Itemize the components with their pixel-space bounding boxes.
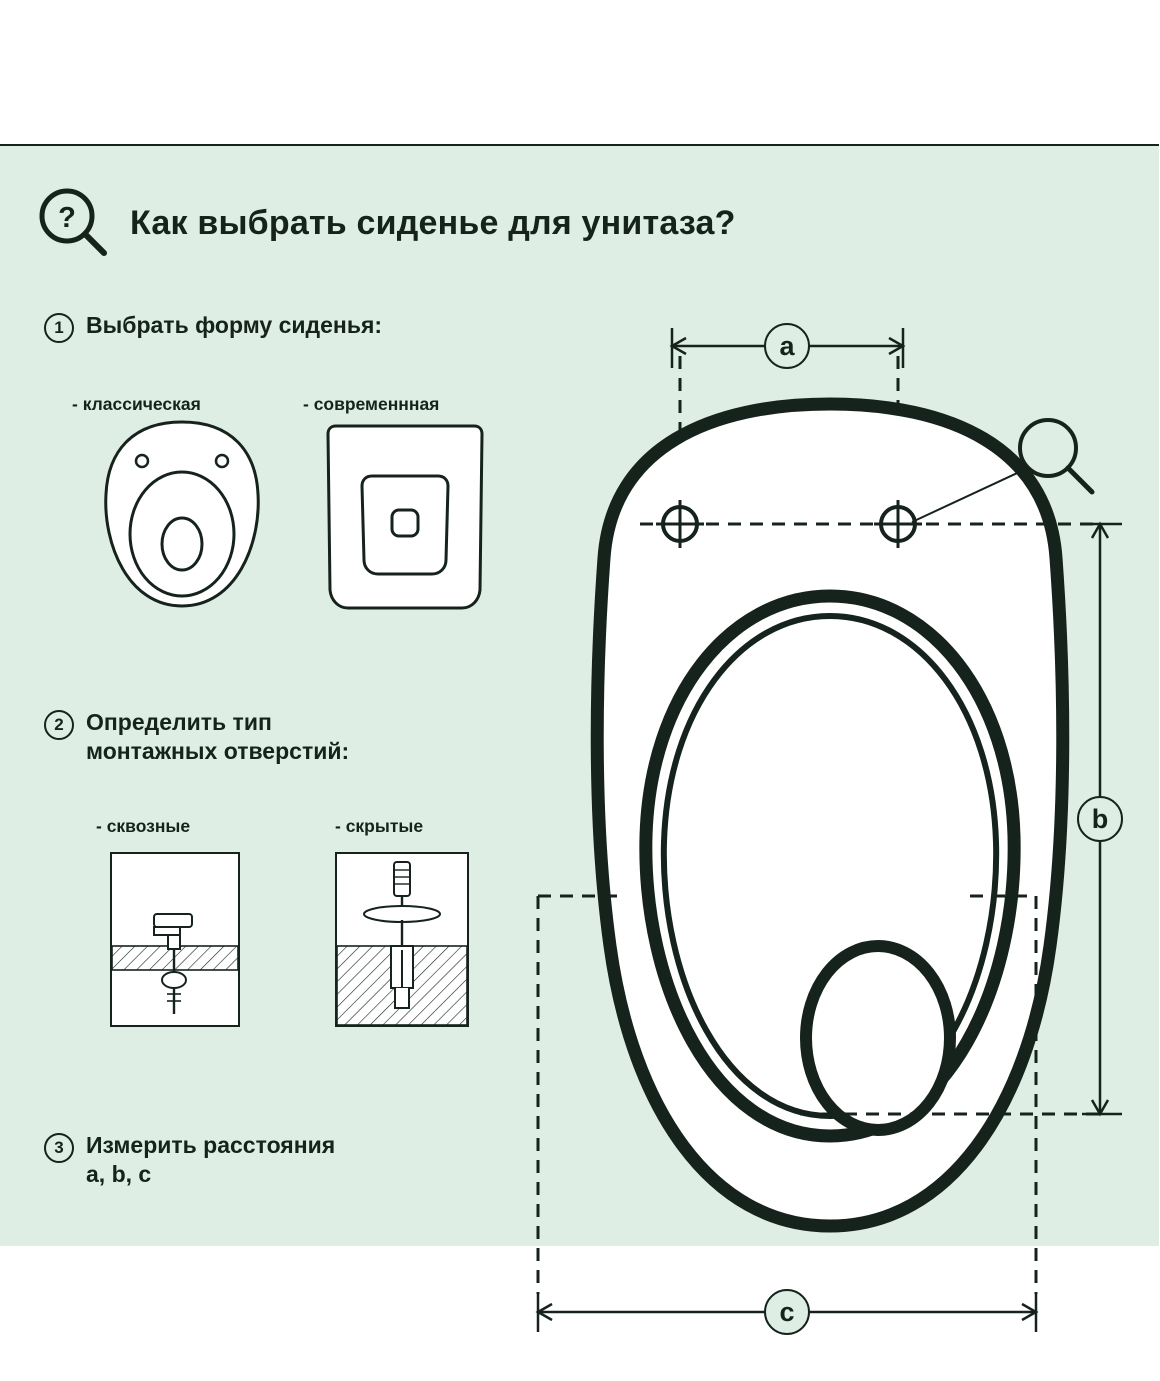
option-modern-label: - современнная: [303, 394, 440, 414]
step-3-number: 3: [44, 1133, 74, 1163]
step-1-number: 1: [44, 313, 74, 343]
dimension-letter-c: c: [764, 1289, 810, 1335]
step-2-number: 2: [44, 710, 74, 740]
dimension-letter-b: b: [1077, 796, 1123, 842]
step-2: [44, 708, 349, 767]
through-hole-mount-icon: [110, 852, 240, 1027]
step-3-label-line1: Измерить расстояния: [86, 1132, 336, 1158]
option-through-label: - сквозные: [96, 816, 191, 836]
svg-text:?: ?: [58, 202, 76, 234]
step-1-label: Выбрать форму сиденья:: [86, 312, 383, 338]
hidden-hole-mount-icon: [335, 852, 469, 1027]
step-2-label-line1: Определить тип: [86, 709, 272, 735]
step-2-label-line2: монтажных отверстий:: [86, 738, 350, 765]
modern-seat-shape-icon: [320, 418, 490, 623]
toilet-seat-measurement-diagram: [500, 296, 1160, 1381]
page-title-row: [36, 186, 736, 260]
step-3: [44, 1131, 335, 1190]
classic-seat-shape-icon: [92, 416, 272, 621]
option-hidden-label: - скрытые: [335, 816, 424, 836]
content-area: [0, 146, 1159, 1327]
page-title: Как выбрать сиденье для унитаза?: [130, 203, 736, 242]
dimension-letter-a: a: [764, 323, 810, 369]
step-3-label-line2: a, b, c: [86, 1161, 152, 1188]
option-classic-label: - классическая: [72, 394, 201, 414]
magnifier-question-icon: [36, 186, 110, 260]
step-1: [44, 311, 382, 343]
top-white-strip: [0, 0, 1159, 146]
